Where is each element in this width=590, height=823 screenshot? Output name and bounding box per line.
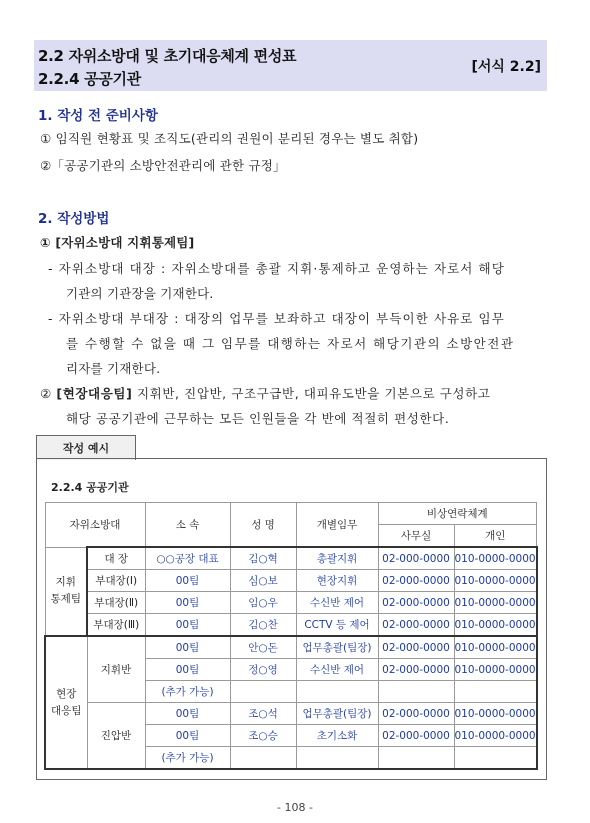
name-cell: 조○석 xyxy=(230,703,296,725)
header-office: 사무실 xyxy=(378,525,454,548)
dept-cell: ○○공장 대표 xyxy=(145,547,230,570)
name-cell: 김○혁 xyxy=(230,547,296,570)
dept-cell: 00팀 xyxy=(145,659,230,681)
method-line: 리자를 기재한다. xyxy=(66,361,161,376)
personal-cell: 010-0000-0000 xyxy=(454,659,537,681)
name-cell xyxy=(230,747,296,770)
office-cell: 02-000-0000 xyxy=(378,614,454,637)
role-cell: 부대장(Ⅱ) xyxy=(87,592,145,614)
dept-cell: (추가 가능) xyxy=(145,747,230,770)
name-cell xyxy=(230,681,296,703)
dept-cell: 00팀 xyxy=(145,614,230,637)
name-cell: 임○우 xyxy=(230,592,296,614)
personal-cell: 010-0000-0000 xyxy=(454,614,537,637)
item2-rest: 지휘반, 진압반, 구조구급반, 대피유도반을 기본으로 구성하고 xyxy=(132,386,491,401)
prep-item-1: ① 임직원 현황표 및 조직도(관리의 권원이 분리된 경우는 별도 취합) xyxy=(40,131,419,146)
example-title: 2.2.4 공공기관 xyxy=(51,481,129,494)
example-box xyxy=(36,458,547,780)
dept-cell: 00팀 xyxy=(145,703,230,725)
item2-bold: [현장대응팀] xyxy=(56,386,133,401)
role-cell: 대 장 xyxy=(87,547,145,570)
dept-cell: 00팀 xyxy=(145,636,230,659)
dept-cell: 00팀 xyxy=(145,570,230,592)
method-item-1-head: ① [자위소방대 지휘통제팀] xyxy=(40,235,195,250)
unit-suppression: 진압반 xyxy=(87,703,145,770)
office-cell xyxy=(378,681,454,703)
personal-cell xyxy=(454,681,537,703)
section1-title: 1. 작성 전 준비사항 xyxy=(38,108,158,124)
personal-cell: 010-0000-0000 xyxy=(454,592,537,614)
personal-cell: 010-0000-0000 xyxy=(454,547,537,570)
team-command: 지휘 통제팀 xyxy=(45,547,87,636)
personal-cell: 010-0000-0000 xyxy=(454,725,537,747)
duty-cell xyxy=(296,747,378,770)
office-cell: 02-000-0000 xyxy=(378,659,454,681)
header-duty: 개별임무 xyxy=(296,503,378,548)
name-cell: 정○영 xyxy=(230,659,296,681)
office-cell xyxy=(378,747,454,770)
office-cell: 02-000-0000 xyxy=(378,592,454,614)
duty-cell: CCTV 등 제어 xyxy=(296,614,378,637)
duty-cell: 업무총괄(팀장) xyxy=(296,636,378,659)
office-cell: 02-000-0000 xyxy=(378,703,454,725)
header-personal: 개인 xyxy=(454,525,537,548)
name-cell: 조○승 xyxy=(230,725,296,747)
duty-cell: 초기소화 xyxy=(296,725,378,747)
name-cell: 김○찬 xyxy=(230,614,296,637)
duty-cell: 현장지휘 xyxy=(296,570,378,592)
form-label: [서식 2.2] xyxy=(471,59,541,75)
dept-cell: (추가 가능) xyxy=(145,681,230,703)
method-line: - 자위소방대 부대장 : 대장의 업무를 보좌하고 대장이 부득이한 사유로 임무 xyxy=(48,311,505,326)
role-cell: 부대장(Ⅰ) xyxy=(87,570,145,592)
office-cell: 02-000-0000 xyxy=(378,725,454,747)
chapter-title: 2.2 자위소방대 및 초기대응체계 편성표 xyxy=(38,47,297,65)
team-field: 현장 대응팀 xyxy=(45,636,87,769)
office-cell: 02-000-0000 xyxy=(378,547,454,570)
name-cell: 안○돈 xyxy=(230,636,296,659)
dept-cell: 00팀 xyxy=(145,725,230,747)
item2-mark: ② xyxy=(40,386,52,401)
personal-cell: 010-0000-0000 xyxy=(454,703,537,725)
header-team: 자위소방대 xyxy=(45,503,145,548)
method-line: 를 수행할 수 없을 때 그 임무를 대행하는 자로서 해당기관의 소방안전관 xyxy=(66,336,515,351)
office-cell: 02-000-0000 xyxy=(378,570,454,592)
page-number: - 108 - xyxy=(277,801,313,814)
header-contact: 비상연락체계 xyxy=(378,503,537,525)
name-cell: 심○보 xyxy=(230,570,296,592)
method-line: 해당 공공기관에 근무하는 모든 인원들을 각 반에 적절히 편성한다. xyxy=(66,411,450,426)
personal-cell xyxy=(454,747,537,770)
header-name: 성 명 xyxy=(230,503,296,548)
personal-cell: 010-0000-0000 xyxy=(454,570,537,592)
page-header xyxy=(34,40,547,91)
organization-table xyxy=(44,502,538,770)
header-dept: 소 속 xyxy=(145,503,230,548)
dept-cell: 00팀 xyxy=(145,592,230,614)
duty-cell: 수신반 제어 xyxy=(296,659,378,681)
method-line: - 자위소방대 대장 : 자위소방대를 총괄 지휘·통제하고 운영하는 자로서 해당 xyxy=(48,261,505,276)
example-tab: 작성 예시 xyxy=(36,435,136,460)
personal-cell: 010-0000-0000 xyxy=(454,636,537,659)
duty-cell xyxy=(296,681,378,703)
office-cell: 02-000-0000 xyxy=(378,636,454,659)
method-line: 기관의 기관장을 기재한다. xyxy=(66,286,214,301)
method-item-2 xyxy=(40,384,490,402)
duty-cell: 수신반 제어 xyxy=(296,592,378,614)
prep-item-2: ②「공공기관의 소방안전관리에 관한 규정」 xyxy=(40,158,286,173)
unit-command: 지휘반 xyxy=(87,636,145,703)
section-title: 2.2.4 공공기관 xyxy=(38,70,141,88)
duty-cell: 총괄지휘 xyxy=(296,547,378,570)
role-cell: 부대장(Ⅲ) xyxy=(87,614,145,637)
section2-title: 2. 작성방법 xyxy=(38,211,110,227)
duty-cell: 업무총괄(팀장) xyxy=(296,703,378,725)
